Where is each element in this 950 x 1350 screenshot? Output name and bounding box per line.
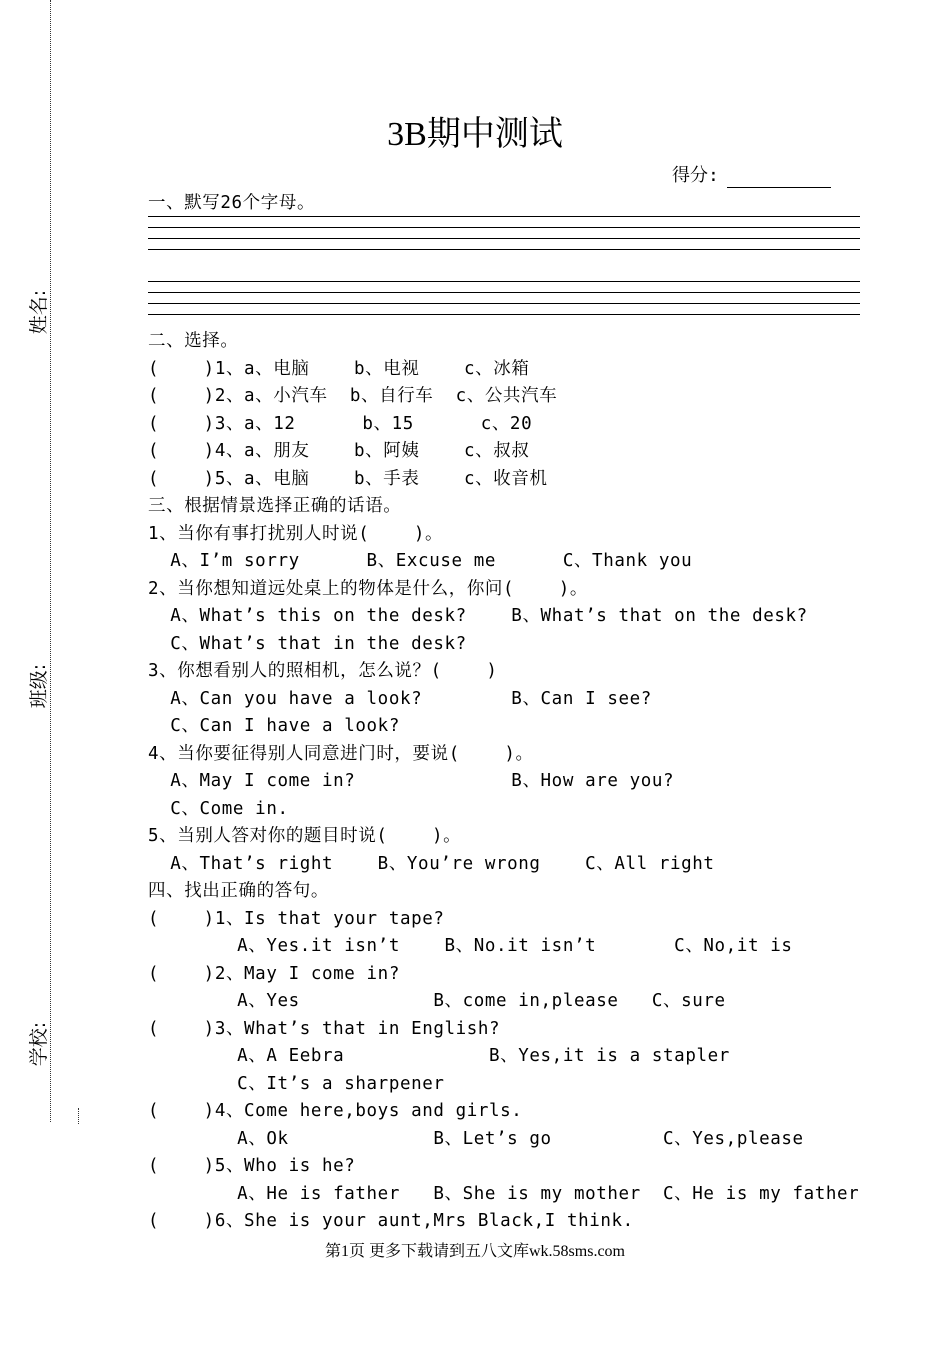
section3-heading: 三、根据情景选择正确的话语。 xyxy=(148,496,402,516)
binding-line xyxy=(50,0,51,1122)
school-label: 学校: xyxy=(28,1021,50,1067)
choice-item: ( )2、a、小汽车 b、自行车 c、公共汽车 xyxy=(148,386,558,406)
option-line: C、What’s that in the desk? xyxy=(148,633,467,654)
writing-line xyxy=(148,303,860,304)
choice-item: ( )5、a、电脑 b、手表 c、收音机 xyxy=(148,468,548,489)
question-line: ( )6、She is your aunt,Mrs Black,I think. xyxy=(148,1211,634,1231)
writing-line xyxy=(148,227,860,228)
writing-line xyxy=(148,249,860,250)
question-line: ( )5、Who is he? xyxy=(148,1156,356,1176)
page-title: 3B期中测试 xyxy=(387,116,563,153)
option-line: A、Yes B、come in,please C、sure xyxy=(148,991,726,1011)
option-line: A、That’s right B、You’re wrong C、All right xyxy=(148,853,715,874)
question-line: ( )3、What’s that in English? xyxy=(148,1018,501,1039)
page-footer: 第1页 更多下载请到五八文库wk.58sms.com xyxy=(324,1243,625,1260)
name-label: 姓名: xyxy=(28,289,50,335)
question-line: 3、你想看别人的照相机，怎么说？( ) xyxy=(148,661,498,681)
writing-line xyxy=(148,292,860,293)
section2-heading: 二、选择。 xyxy=(148,331,239,351)
score-label: 得分: xyxy=(672,165,719,186)
question-line: ( )2、May I come in? xyxy=(148,963,400,984)
choice-item: ( )1、a、电脑 b、电视 c、冰箱 xyxy=(148,358,530,379)
question-line: 4、当你要征得别人同意进门时，要说( )。 xyxy=(148,743,534,764)
section4-heading: 四、找出正确的答句。 xyxy=(148,881,329,901)
option-line: C、It’s a sharpener xyxy=(148,1073,445,1094)
option-line: A、A Eebra B、Yes,it is a stapler xyxy=(148,1046,730,1066)
option-line: A、Can you have a look? B、Can I see? xyxy=(148,688,652,709)
question-line: ( )1、Is that your tape? xyxy=(148,908,445,929)
class-label: 班级: xyxy=(28,663,50,709)
writing-line xyxy=(148,314,860,315)
option-line: C、Come in. xyxy=(148,798,289,819)
option-line: C、Can I have a look? xyxy=(148,716,400,736)
writing-line xyxy=(148,281,860,282)
option-line: A、May I come in? B、How are you? xyxy=(148,771,675,791)
option-line: A、I’m sorry B、Excuse me C、Thank you xyxy=(148,551,693,571)
question-line: 2、当你想知道远处桌上的物体是什么，你问( )。 xyxy=(148,578,588,599)
question-line: 1、当你有事打扰别人时说( )。 xyxy=(148,523,444,544)
question-line: 5、当别人答对你的题目时说( )。 xyxy=(148,826,462,846)
score-blank[interactable] xyxy=(727,167,831,188)
option-line: A、He is father B、She is my mother C、He is my father xyxy=(148,1183,860,1204)
choice-item: ( )3、a、12 b、15 c、20 xyxy=(148,413,533,434)
choice-item: ( )4、a、朋友 b、阿姨 c、叔叔 xyxy=(148,441,530,461)
score-field xyxy=(672,164,831,188)
option-line: A、What’s this on the desk? B、What’s that on the desk? xyxy=(148,606,808,626)
option-line: A、Ok B、Let’s go C、Yes,please xyxy=(148,1128,804,1149)
section1-heading: 一、默写26个字母。 xyxy=(148,193,316,213)
writing-line xyxy=(148,216,860,217)
option-line: A、Yes.it isn’t B、No.it isn’t C、No,it is xyxy=(148,936,793,956)
binding-tick xyxy=(78,1108,79,1124)
question-line: ( )4、Come here,boys and girls. xyxy=(148,1101,523,1121)
writing-line xyxy=(148,238,860,239)
